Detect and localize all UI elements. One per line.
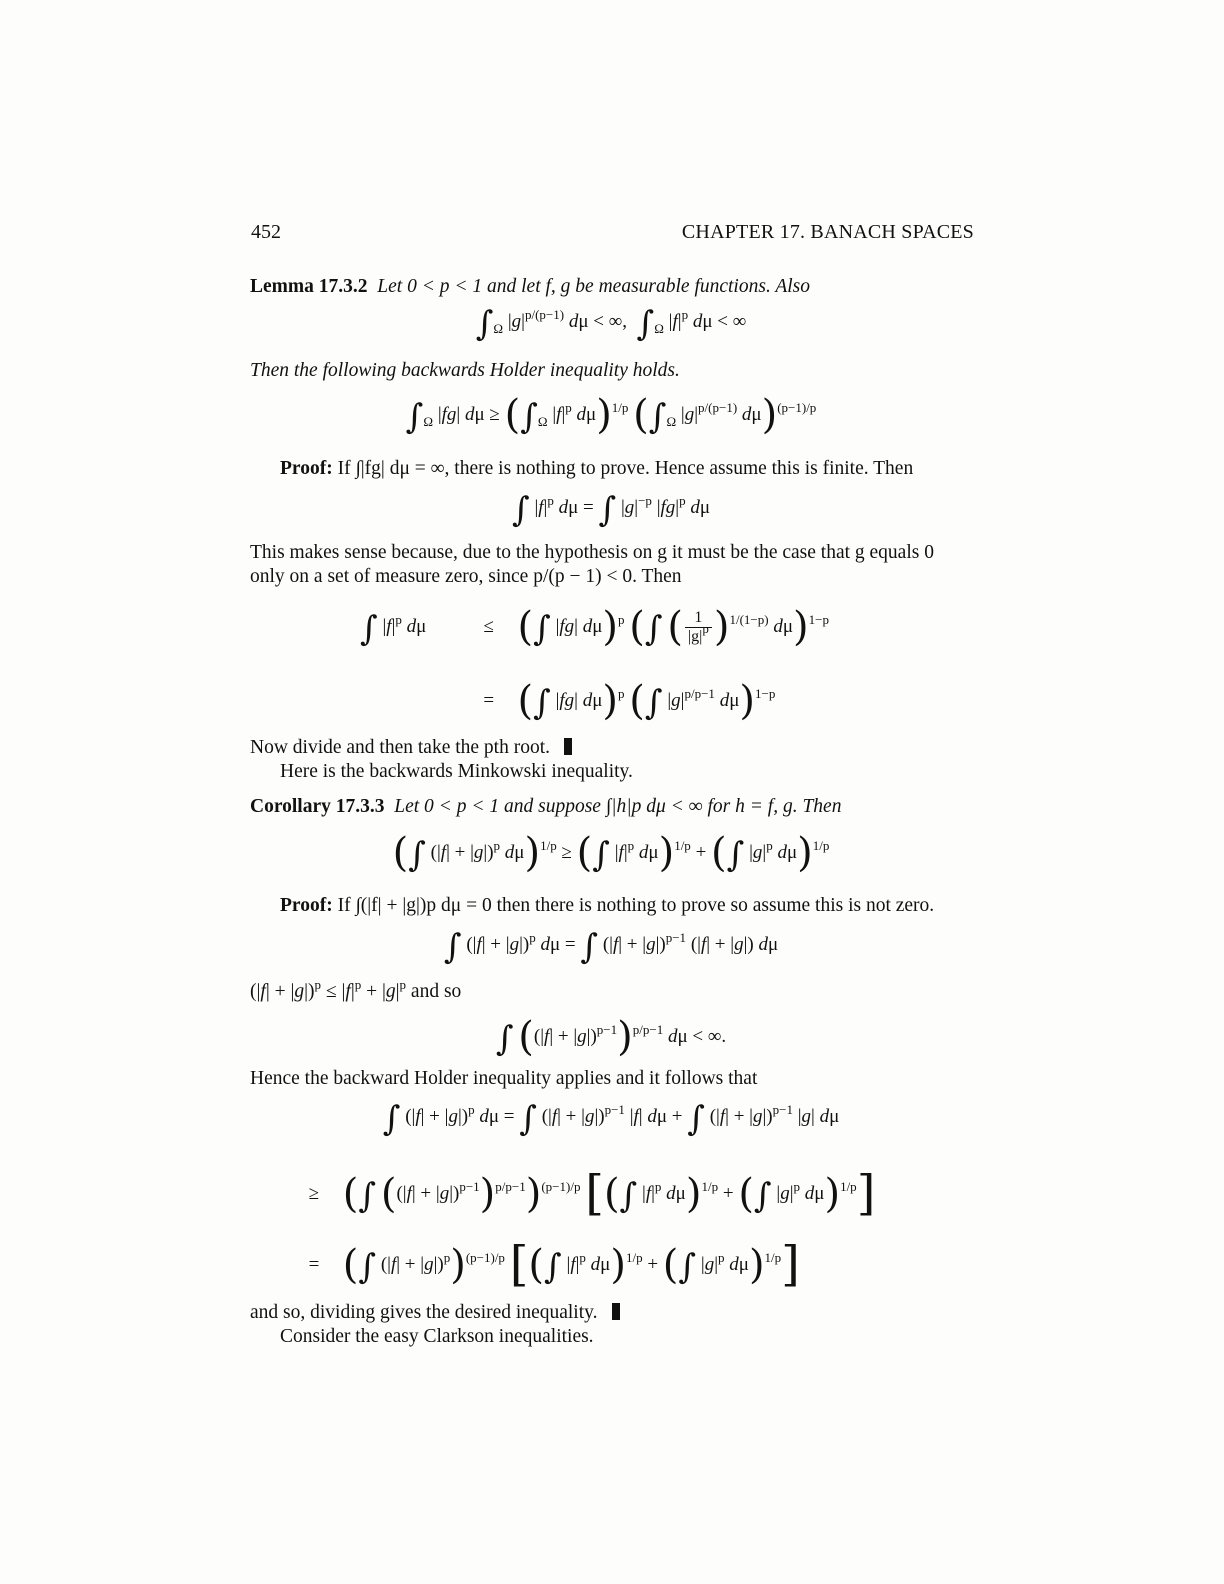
corollary-statement	[250, 795, 972, 819]
proof1-identity-equation: ∫ $|f|^p$ dμ = ∫ $|g|^{-p}$ $|fg|^p$ dμ	[511, 490, 711, 530]
proof2-inequality-row1: ≥ (∫ $((|f| + |g|)^{p-1})^{p/p-1})^{(p-1)/p}$ [(∫ $|f|^p$ dμ)$^{1/p}$ + (∫ $|g|^p$ dμ)$^{1/p}$]	[308, 1165, 876, 1221]
proof1-explain-line1: This makes sense because, due to the hypothesis on g it must be the case that g equals 0	[250, 542, 934, 563]
lemma-label: Lemma 17.3.2	[250, 276, 368, 297]
proof2-and-so: and so	[410, 981, 462, 1002]
qed-mark	[612, 1303, 620, 1320]
proof2-text: If ∫(|f| + |g|)p dμ = 0 then there is nothing to prove so assume this is not zero.	[337, 895, 935, 916]
backwards-minkowski-equation: (∫ $(|f| + |g|)^p$ dμ)$^{1/p}$ ≥ (∫ $|f|^p$ dμ)$^{1/p}$ + (∫ $|g|^p$ dμ)$^{1/p}$	[392, 830, 830, 876]
lemma-then-text: Then the following backwards Holder inequality holds.	[250, 360, 680, 381]
chapter-heading: CHAPTER 17. BANACH SPACES	[681, 221, 974, 243]
proof1-conclude-text: Now divide and then take the pth root.	[250, 737, 551, 758]
proof1-intro	[280, 457, 972, 481]
transition-minkowski: Here is the backwards Minkowski inequality.	[280, 761, 633, 782]
proof1-conclusion	[250, 736, 972, 760]
proof1-explain-line2: only on a set of measure zero, since p/(p − 1) < 0. Then	[250, 566, 682, 587]
proof1-text: If ∫|fg| dμ = ∞, there is nothing to prove. Hence assume this is finite. Then	[337, 458, 914, 479]
proof2-bound-line: $(|f| + |g|)^p \le |f|^p + |g|^p$ and so	[250, 977, 462, 1002]
corollary-label: Corollary 17.3.3	[250, 796, 385, 817]
proof1-label: Proof:	[280, 458, 333, 479]
closing-line: Consider the easy Clarkson inequalities.	[280, 1326, 594, 1347]
qed-mark	[564, 738, 572, 755]
proof2-intro	[280, 894, 972, 918]
lemma-text: Let 0 < p < 1 and let f, g be measurable functions. Also	[377, 276, 811, 297]
proof2-split-equation: ∫ $(|f| + |g|)^p$ dμ = ∫ $(|f| + |g|)^{p-1}$ (|f| + |g|) dμ	[443, 927, 779, 967]
lemma-hypothesis-equation: $\int_\Omega$ $|g|^{p/(p-1)}$ dμ < ∞, $\int_\Omega$ $|f|^p$ dμ < ∞	[475, 304, 747, 344]
page-number: 452	[251, 221, 281, 243]
proof2-conclude-text: and so, dividing gives the desired inequality.	[250, 1302, 598, 1323]
proof2-holder-line: Hence the backward Holder inequality applies and it follows that	[250, 1068, 758, 1089]
proof1-inequality-row2: = (∫ |fg| dμ)$^p$ (∫ $|g|^{p/p-1}$ dμ)$^{1-p}$	[483, 678, 776, 724]
proof1-inequality-row1: ∫ $|f|^p$ dμ ≤ (∫ |fg| dμ)$^p$ (∫ ( $\frac{1}{|g|^p}$ )$^{1/(1-p)}$ dμ)$^{1-p}$	[360, 604, 829, 650]
proof2-label: Proof:	[280, 895, 333, 916]
corollary-text: Let 0 < p < 1 and suppose ∫|h|p dμ < ∞ for h = f, g. Then	[394, 796, 842, 817]
proof2-conclusion	[250, 1301, 972, 1325]
lemma-statement	[250, 275, 972, 299]
proof2-inequality-row2: = (∫ $(|f| + |g|)^p)^{(p-1)/p}$ [(∫ $|f|^p$ dμ)$^{1/p}$ + (∫ $|g|^p$ dμ)$^{1/p}$]	[308, 1236, 800, 1292]
proof2-expansion-equation: ∫ $(|f| + |g|)^p$ dμ = ∫ $(|f| + |g|)^{p-1}$ |f| dμ + ∫ $(|f| + |g|)^{p-1}$ |g| dμ	[382, 1099, 840, 1139]
proof2-finite-equation: ∫ $((|f| + |g|)^{p-1})^{p/p-1}$ dμ < ∞.	[495, 1014, 727, 1060]
backwards-holder-equation: $\int_\Omega$ |fg| $d\mu \ge (\int_\Omega$ $|f|^p$ dμ)$^{1/p}$ ($\int_\Omega$ $|g|^{p/(p-1)}$ dμ)$^{(p-1)/p}$	[405, 392, 817, 438]
